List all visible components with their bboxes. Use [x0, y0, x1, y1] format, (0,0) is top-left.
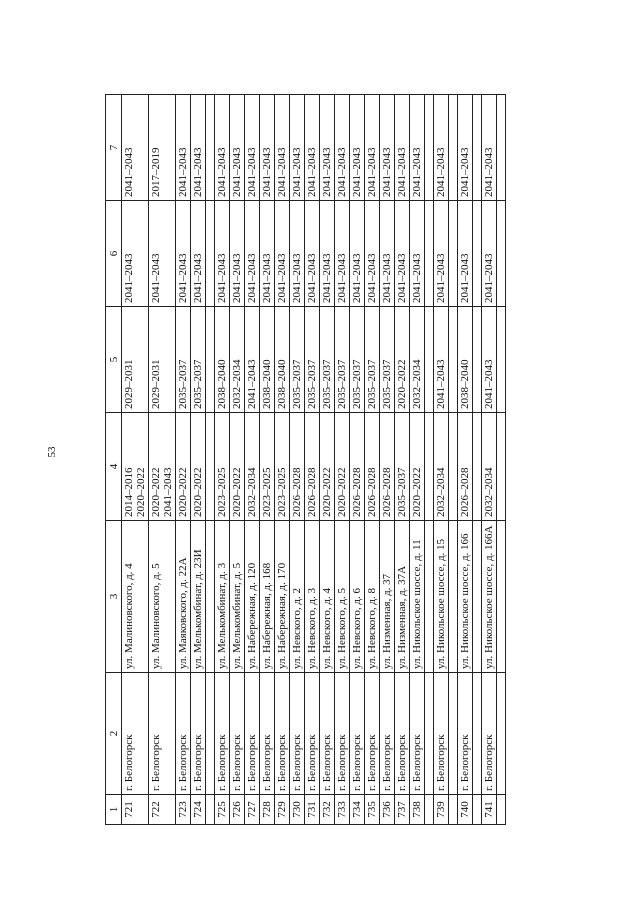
table-cell: 2029–2031	[122, 307, 149, 413]
table-spacer-cell	[497, 673, 506, 795]
table-spacer-cell	[473, 307, 482, 413]
table-cell: 2041–2043	[230, 201, 245, 307]
table-cell: ул. Мелькомбинат, д. 3	[215, 521, 230, 673]
table-cell: 2020–2022	[176, 413, 191, 521]
table-spacer-cell	[449, 521, 458, 673]
table-spacer-cell	[425, 795, 434, 825]
table-cell: ул. Никольское шоссе, д. 166А	[482, 521, 497, 673]
table-spacer-cell	[497, 95, 506, 201]
table-cell: 2041–2043	[245, 201, 260, 307]
table-cell: 2020–2022 2041–2043	[149, 413, 176, 521]
table-cell: г. Белогорск	[320, 673, 335, 795]
table-cell: 2035–2037	[290, 307, 305, 413]
table-spacer-cell	[473, 795, 482, 825]
table-cell: 2041–2043	[395, 201, 410, 307]
table-spacer-row	[473, 95, 482, 825]
table-cell: 2035–2037	[176, 307, 191, 413]
table-cell: г. Белогорск	[149, 673, 176, 795]
table-cell: 2032–2034	[410, 307, 425, 413]
table-cell: ул. Невского, д. 2	[290, 521, 305, 673]
table-cell: 2026–2028	[380, 413, 395, 521]
schedule-table	[105, 94, 506, 825]
table-spacer-cell	[473, 201, 482, 307]
table-cell: 723	[176, 795, 191, 825]
table-cell: 2041–2043	[458, 95, 473, 201]
table-cell: 2041–2043	[410, 201, 425, 307]
header-cell: 7	[106, 95, 122, 201]
table-cell: 2041–2043	[380, 201, 395, 307]
table-cell: 2041–2043	[245, 95, 260, 201]
table-spacer-cell	[497, 521, 506, 673]
table-cell: ул. Никольское шоссе, д. 15	[434, 521, 449, 673]
table-cell: 2023–2025	[260, 413, 275, 521]
table-cell: 2041–2043	[260, 95, 275, 201]
table-cell: 2041–2043	[350, 95, 365, 201]
table-cell: 725	[215, 795, 230, 825]
table-row	[380, 95, 395, 825]
page-number: 53	[46, 446, 58, 458]
table-cell: 740	[458, 795, 473, 825]
table-cell: г. Белогорск	[176, 673, 191, 795]
table-spacer-cell	[206, 307, 215, 413]
table-row	[215, 95, 230, 825]
table-spacer-cell	[449, 795, 458, 825]
table-cell: г. Белогорск	[410, 673, 425, 795]
table-cell: 2041–2043	[176, 95, 191, 201]
table-cell: 2041–2043	[215, 201, 230, 307]
table-row	[482, 95, 497, 825]
table-spacer-cell	[473, 413, 482, 521]
table-cell: ул. Набережная, д. 168	[260, 521, 275, 673]
table-spacer-cell	[206, 413, 215, 521]
header-row	[106, 95, 122, 825]
table-spacer-cell	[473, 95, 482, 201]
table-row	[395, 95, 410, 825]
table-row	[305, 95, 320, 825]
table-cell: 728	[260, 795, 275, 825]
table-cell: 737	[395, 795, 410, 825]
table-cell: 2020–2022	[320, 413, 335, 521]
table-cell: 2035–2037	[350, 307, 365, 413]
table-cell: 2032–2034	[230, 307, 245, 413]
table-row	[410, 95, 425, 825]
table-cell: ул. Невского, д. 6	[350, 521, 365, 673]
table-cell: 2035–2037	[191, 307, 206, 413]
table-cell: 2032–2034	[245, 413, 260, 521]
table-cell: ул. Малиновского, д. 4	[122, 521, 149, 673]
table-cell: 2026–2028	[365, 413, 380, 521]
table-cell: ул. Никольское шоссе, д. 166	[458, 521, 473, 673]
header-cell: 6	[106, 201, 122, 307]
table-cell: г. Белогорск	[365, 673, 380, 795]
table-cell: 2041–2043	[260, 201, 275, 307]
table-row	[245, 95, 260, 825]
table-cell: 2041–2043	[245, 307, 260, 413]
table-spacer-cell	[425, 413, 434, 521]
table-row	[458, 95, 473, 825]
table-cell: 2026–2028	[305, 413, 320, 521]
table-cell: 2035–2037	[380, 307, 395, 413]
table-cell: 2041–2043	[320, 95, 335, 201]
table-row	[176, 95, 191, 825]
table-cell: 2041–2043	[434, 95, 449, 201]
table-cell: 731	[305, 795, 320, 825]
table-cell: 2041–2043	[365, 95, 380, 201]
table-cell: 722	[149, 795, 176, 825]
table-spacer-cell	[425, 673, 434, 795]
table-cell: г. Белогорск	[380, 673, 395, 795]
table-cell: 2020–2022	[410, 413, 425, 521]
header-cell: 1	[106, 795, 122, 825]
table-row	[335, 95, 350, 825]
table-cell: ул. Невского, д. 8	[365, 521, 380, 673]
table-cell: ул. Мелькомбинат, д. 5	[230, 521, 245, 673]
table-spacer-cell	[497, 307, 506, 413]
table-spacer-cell	[206, 95, 215, 201]
table-cell: 2038–2040	[275, 307, 290, 413]
table-cell: 730	[290, 795, 305, 825]
table-cell: 2014–2016 2020–2022	[122, 413, 149, 521]
table-cell: 2041–2043	[305, 201, 320, 307]
table-cell: 2041–2043	[320, 201, 335, 307]
table-row	[290, 95, 305, 825]
table-cell: 736	[380, 795, 395, 825]
table-cell: 735	[365, 795, 380, 825]
table-cell: ул. Маяковского, д. 22А	[176, 521, 191, 673]
table-cell: ул. Низменная, д. 37	[380, 521, 395, 673]
table-cell: 726	[230, 795, 245, 825]
table-cell: 2041–2043	[305, 95, 320, 201]
table-cell: 2041–2043	[191, 201, 206, 307]
table-cell: 2026–2028	[350, 413, 365, 521]
table-cell: 2041–2043	[335, 201, 350, 307]
table-spacer-cell	[473, 673, 482, 795]
table-cell: 2017–2019	[149, 95, 176, 201]
table-cell: 2026–2028	[290, 413, 305, 521]
table-cell: 2041–2043	[215, 95, 230, 201]
table-cell: ул. Никольское шоссе, д. 11	[410, 521, 425, 673]
table-body	[122, 95, 506, 825]
table-spacer-cell	[206, 795, 215, 825]
table-cell: ул. Набережная, д. 120	[245, 521, 260, 673]
table-cell: 2035–2037	[305, 307, 320, 413]
table-cell: 2032–2034	[434, 413, 449, 521]
table-row	[320, 95, 335, 825]
table-cell: г. Белогорск	[335, 673, 350, 795]
table-cell: 2041–2043	[380, 95, 395, 201]
rotated-table-container	[105, 95, 585, 825]
table-cell: 734	[350, 795, 365, 825]
table-spacer-cell	[497, 413, 506, 521]
table-cell: 2041–2043	[458, 201, 473, 307]
table-spacer-cell	[449, 307, 458, 413]
table-cell: 2041–2043	[482, 307, 497, 413]
header-cell: 3	[106, 521, 122, 673]
table-spacer-cell	[473, 521, 482, 673]
table-cell: 2041–2043	[149, 201, 176, 307]
table-cell: 2023–2025	[275, 413, 290, 521]
table-spacer-cell	[449, 413, 458, 521]
table-cell: 2041–2043	[395, 95, 410, 201]
table-cell: ул. Невского, д. 3	[305, 521, 320, 673]
table-cell: 2020–2022	[335, 413, 350, 521]
header-cell: 2	[106, 673, 122, 795]
table-cell: г. Белогорск	[230, 673, 245, 795]
header-cell: 4	[106, 413, 122, 521]
table-spacer-cell	[425, 521, 434, 673]
table-cell: 733	[335, 795, 350, 825]
table-cell: 2041–2043	[191, 95, 206, 201]
table-cell: 729	[275, 795, 290, 825]
table-cell: г. Белогорск	[122, 673, 149, 795]
table-cell: г. Белогорск	[434, 673, 449, 795]
header-cell: 5	[106, 307, 122, 413]
table-cell: г. Белогорск	[350, 673, 365, 795]
table-cell: 2041–2043	[482, 95, 497, 201]
table-cell: 2035–2037	[335, 307, 350, 413]
table-cell: 2041–2043	[275, 201, 290, 307]
table-cell: 2035–2037	[365, 307, 380, 413]
table-row	[365, 95, 380, 825]
table-cell: г. Белогорск	[458, 673, 473, 795]
table-cell: 2020–2022	[191, 413, 206, 521]
table-cell: 739	[434, 795, 449, 825]
table-row	[275, 95, 290, 825]
table-cell: ул. Невского, д. 5	[335, 521, 350, 673]
table-cell: г. Белогорск	[191, 673, 206, 795]
table-spacer-row	[206, 95, 215, 825]
table-cell: 738	[410, 795, 425, 825]
table-cell: г. Белогорск	[305, 673, 320, 795]
table-cell: г. Белогорск	[395, 673, 410, 795]
table-row	[230, 95, 245, 825]
table-spacer-cell	[497, 201, 506, 307]
table-cell: г. Белогорск	[275, 673, 290, 795]
table-spacer-row	[425, 95, 434, 825]
table-spacer-row	[497, 95, 506, 825]
table-cell: 2041–2043	[335, 95, 350, 201]
table-cell: ул. Низменная, д. 37А	[395, 521, 410, 673]
table-cell: г. Белогорск	[215, 673, 230, 795]
table-cell: г. Белогорск	[245, 673, 260, 795]
table-cell: 741	[482, 795, 497, 825]
table-spacer-cell	[449, 201, 458, 307]
table-cell: 2020–2022	[395, 307, 410, 413]
table-cell: 2041–2043	[122, 95, 149, 201]
table-spacer-row	[449, 95, 458, 825]
table-spacer-cell	[206, 521, 215, 673]
table-cell: 2041–2043	[434, 201, 449, 307]
table-cell: 2041–2043	[122, 201, 149, 307]
table-row	[149, 95, 176, 825]
table-spacer-cell	[449, 95, 458, 201]
table-cell: 732	[320, 795, 335, 825]
table-cell: ул. Невского, д. 4	[320, 521, 335, 673]
table-cell: 2029–2031	[149, 307, 176, 413]
table-cell: 727	[245, 795, 260, 825]
table-cell: 2041–2043	[176, 201, 191, 307]
table-spacer-cell	[206, 673, 215, 795]
table-cell: 2041–2043	[350, 201, 365, 307]
table-cell: 2023–2025	[215, 413, 230, 521]
table-row	[122, 95, 149, 825]
table-row	[260, 95, 275, 825]
table-cell: 2035–2037	[320, 307, 335, 413]
table-spacer-cell	[206, 201, 215, 307]
table-cell: 2041–2043	[290, 95, 305, 201]
table-cell: 2020–2022	[230, 413, 245, 521]
table-cell: 724	[191, 795, 206, 825]
table-cell: ул. Набережная, д. 170	[275, 521, 290, 673]
table-cell: 2032–2034	[482, 413, 497, 521]
table-spacer-cell	[497, 795, 506, 825]
table-cell: 2041–2043	[290, 201, 305, 307]
table-cell: 2041–2043	[410, 95, 425, 201]
table-cell: 2041–2043	[365, 201, 380, 307]
table-cell: г. Белогорск	[290, 673, 305, 795]
table-row	[191, 95, 206, 825]
table-cell: г. Белогорск	[482, 673, 497, 795]
table-spacer-cell	[425, 95, 434, 201]
table-cell: 2038–2040	[215, 307, 230, 413]
table-cell: ул. Мелькомбинат, д. 23И	[191, 521, 206, 673]
table-cell: 2041–2043	[230, 95, 245, 201]
table-cell: 2026–2028	[458, 413, 473, 521]
table-row	[434, 95, 449, 825]
table-spacer-cell	[425, 307, 434, 413]
table-cell: г. Белогорск	[260, 673, 275, 795]
table-row	[350, 95, 365, 825]
table-spacer-cell	[449, 673, 458, 795]
table-cell: 2038–2040	[260, 307, 275, 413]
table-spacer-cell	[425, 201, 434, 307]
table-cell: 721	[122, 795, 149, 825]
table-cell: 2041–2043	[482, 201, 497, 307]
table-cell: 2038–2040	[458, 307, 473, 413]
table-cell: 2041–2043	[434, 307, 449, 413]
table-cell: 2035–2037	[395, 413, 410, 521]
table-cell: ул. Малиновского, д. 5	[149, 521, 176, 673]
table-cell: 2041–2043	[275, 95, 290, 201]
